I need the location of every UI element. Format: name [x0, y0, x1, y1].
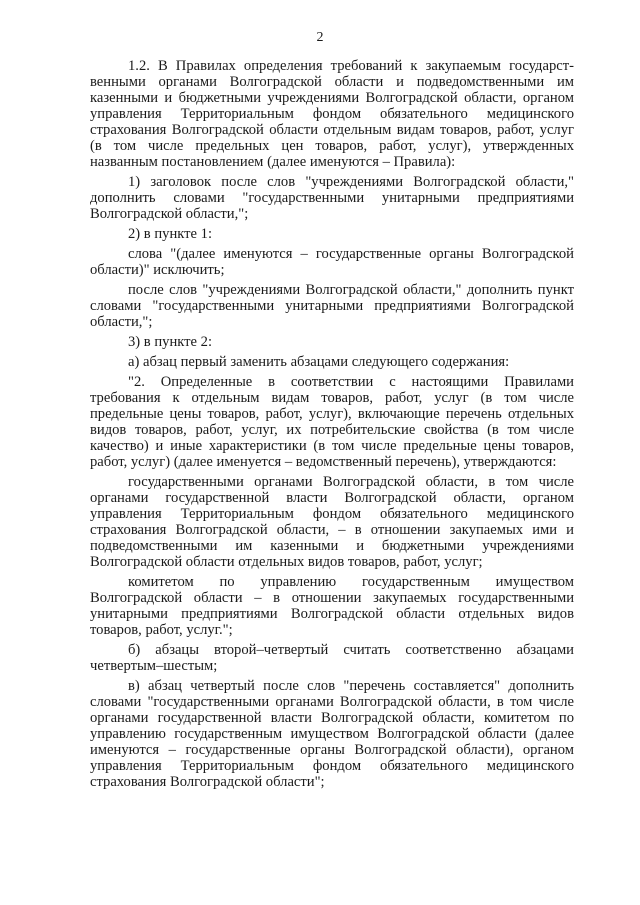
- paragraph-committee: комитетом по управлению государственным имуществом Волгоградской области – в отношении закупаемых государственными унитарными предприятиями Волгоградской области отдельных видов товаров, работ, услуг.";: [90, 574, 574, 638]
- paragraph-item-2-words: слова "(далее именуются – государственные органы Волгоградской области)" исключить;: [90, 246, 574, 278]
- paragraph-state-bodies: государственными органами Волгоградской области, в том числе органами государственной власти Волгоградской области, органом управления Территориальным фондом обязательного медицинского страхования Волгоградской области, – в отношении закупаемых ими и подведомственными им казенными и бюджетными учреждениями Волгоградской области отдельных видов товаров, работ, услуг;: [90, 474, 574, 570]
- paragraph-quote-2: "2. Определенные в соответствии с настоящими Правилами требования к отдельным видам товаров, работ, услуг (в том числе предельные цены товаров, работ, услуг), включающие перечень отдельных видов товаров, работ, услуг, их потребительские свойства (в том числе качество) и иные характеристики (в том числе предельные цены товаров, работ, услуг) (далее именуется – ведомственный перечень), утверждаются:: [90, 374, 574, 470]
- paragraph-item-1: 1) заголовок после слов "учреждениями Волгоградской области," дополнить словами "государственными унитарными предприятиями Волгоградской области,";: [90, 174, 574, 222]
- document-body: [90, 58, 574, 794]
- paragraph-item-3: 3) в пункте 2:: [128, 334, 213, 350]
- paragraph-item-3b: б) абзацы второй–четвертый считать соответственно абзацами четвертым–шестым;: [90, 642, 574, 674]
- paragraph-item-2-after: после слов "учреждениями Волгоградской области," дополнить пункт словами "государственными унитарными предприятиями Волгоградской области,";: [90, 282, 574, 330]
- paragraph-1-2: 1.2. В Правилах определения требований к закупаемым государственными органами Волгоградской области и подведомственными им казенными и бюджетными учреждениями Волгоградской области, органом управления Территориальным фондом обязательного медицинского страхования Волгоградской области отдельным видам товаров, работ, услуг (в том числе предельных цен товаров, работ, услуг), утвержденных названным постановлением (далее именуются – Правила):: [90, 58, 574, 170]
- page-number: 2: [316, 30, 324, 45]
- paragraph-item-2: 2) в пункте 1:: [128, 226, 213, 242]
- paragraph-item-3v: в) абзац четвертый после слов "перечень составляется" дополнить словами "государственными органами Волгоградской области, в том числе органами государственной власти Волгоградской области, комитетом по управлению государственным имуществом Волгоградской области (далее именуются – государственные органы Волгоградской области), органом управления Территориальным фондом обязательного медицинского страхования Волгоградской области";: [90, 678, 574, 790]
- paragraph-item-3a: а) абзац первый заменить абзацами следующего содержания:: [128, 354, 510, 370]
